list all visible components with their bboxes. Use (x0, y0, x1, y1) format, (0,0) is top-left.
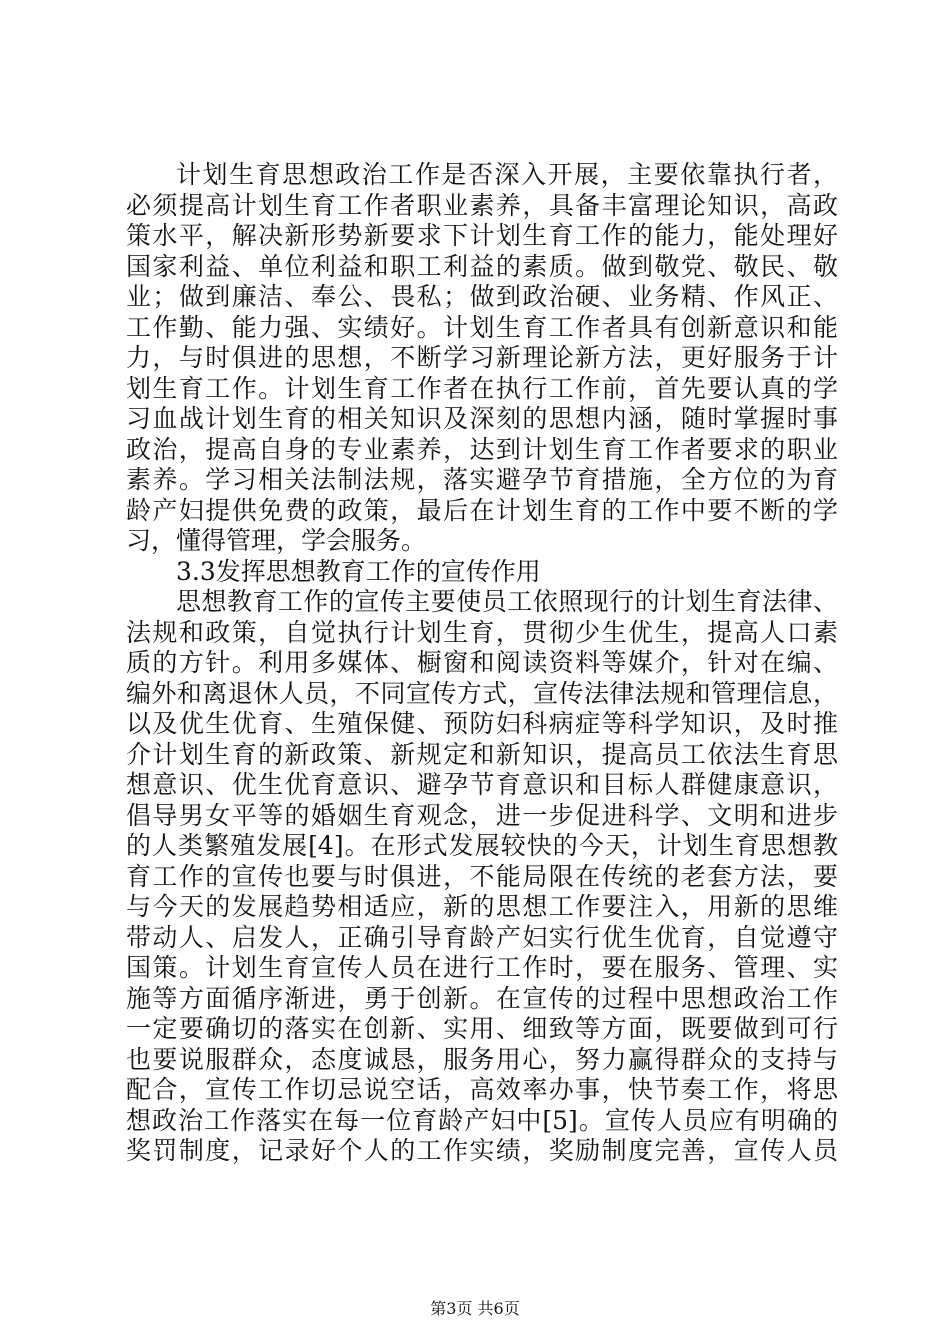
text-line: 以及优生优育、生殖保健、预防妇科病症等科学知识，及时推 (126, 709, 838, 738)
text-line: 倡导男女平等的婚姻生育观念，进一步促进科学、文明和进步 (126, 800, 838, 830)
page-number-footer: 第3页 共6页 (430, 1299, 520, 1318)
text-line: 介计划生育的新政策、新规定和新知识，提高员工依法生育思 (126, 739, 838, 769)
text-line: 想意识、优生优育意识、避孕节育意识和目标人群健康意识， (126, 770, 838, 799)
text-line: 与今天的发展趋势相适应，新的思想工作要注入，用新的思维 (126, 892, 838, 921)
text-line: 计划生育思想政治工作是否深入开展，主要依靠执行者， (176, 160, 838, 189)
text-line: 习血战计划生育的相关知识及深刻的思想内涵，随时掌握时事 (126, 404, 838, 433)
text-line: 法规和政策，自觉执行计划生育，贯彻少生优生，提高人口素 (126, 617, 838, 647)
text-line: 带动人、启发人，正确引导育龄产妇实行优生优育，自觉遵守 (126, 922, 838, 952)
text-line: 也要说服群众，态度诚恳，服务用心，努力赢得群众的支持与 (126, 1044, 838, 1074)
text-line: 奖罚制度，记录好个人的工作实绩，奖励制度完善，宣传人员 (126, 1136, 838, 1165)
text-line: 配合，宣传工作切忌说空话，高效率办事，快节奏工作，将思 (126, 1075, 838, 1104)
text-line: 施等方面循序渐进，勇于创新。在宣传的过程中思想政治工作 (126, 983, 838, 1013)
section-heading: 3.3发挥思想教育工作的宣传作用 (176, 556, 541, 586)
text-line: 必须提高计划生育工作者职业素养，具备丰富理论知识，高政 (126, 190, 838, 220)
text-line: 编外和离退休人员，不同宣传方式，宣传法律法规和管理信息， (126, 678, 838, 708)
text-line: 划生育工作。计划生育工作者在执行工作前，首先要认真的学 (126, 373, 838, 403)
text-line: 的人类繁殖发展[4]。在形式发展较快的今天，计划生育思想教 (126, 831, 838, 860)
text-line: 质的方针。利用多媒体、橱窗和阅读资料等媒介，针对在编、 (126, 648, 838, 677)
text-line: 龄产妇提供免费的政策，最后在计划生育的工作中要不断的学 (126, 495, 838, 525)
paragraph-1 (126, 160, 838, 557)
text-line: 政治，提高自身的专业素养，达到计划生育工作者要求的职业 (126, 434, 838, 464)
text-line: 策水平，解决新形势新要求下计划生育工作的能力，能处理好 (126, 221, 838, 250)
text-line: 习，懂得管理，学会服务。 (126, 526, 427, 555)
text-line: 力，与时俱进的思想，不断学习新理论新方法，更好服务于计 (126, 343, 838, 372)
paragraph-2 (126, 587, 838, 1167)
text-line: 育工作的宣传也要与时俱进，不能局限在传统的老套方法，要 (126, 861, 838, 891)
text-line: 国家利益、单位利益和职工利益的素质。做到敬党、敬民、敬 (126, 251, 838, 281)
text-line: 思想教育工作的宣传主要使员工依照现行的计划生育法律、 (176, 587, 838, 616)
text-line: 工作勤、能力强、实绩好。计划生育工作者具有创新意识和能 (126, 312, 838, 342)
text-line: 业；做到廉洁、奉公、畏私；做到政治硬、业务精、作风正、 (126, 282, 838, 311)
body-text (126, 160, 838, 1167)
text-line: 素养。学习相关法制法规，落实避孕节育措施，全方位的为育 (126, 465, 838, 494)
text-line: 想政治工作落实在每一位育龄产妇中[5]。宣传人员应有明确的 (126, 1105, 838, 1135)
text-line: 一定要确切的落实在创新、实用、细致等方面，既要做到可行 (126, 1014, 838, 1043)
text-line: 国策。计划生育宣传人员在进行工作时，要在服务、管理、实 (126, 953, 838, 982)
